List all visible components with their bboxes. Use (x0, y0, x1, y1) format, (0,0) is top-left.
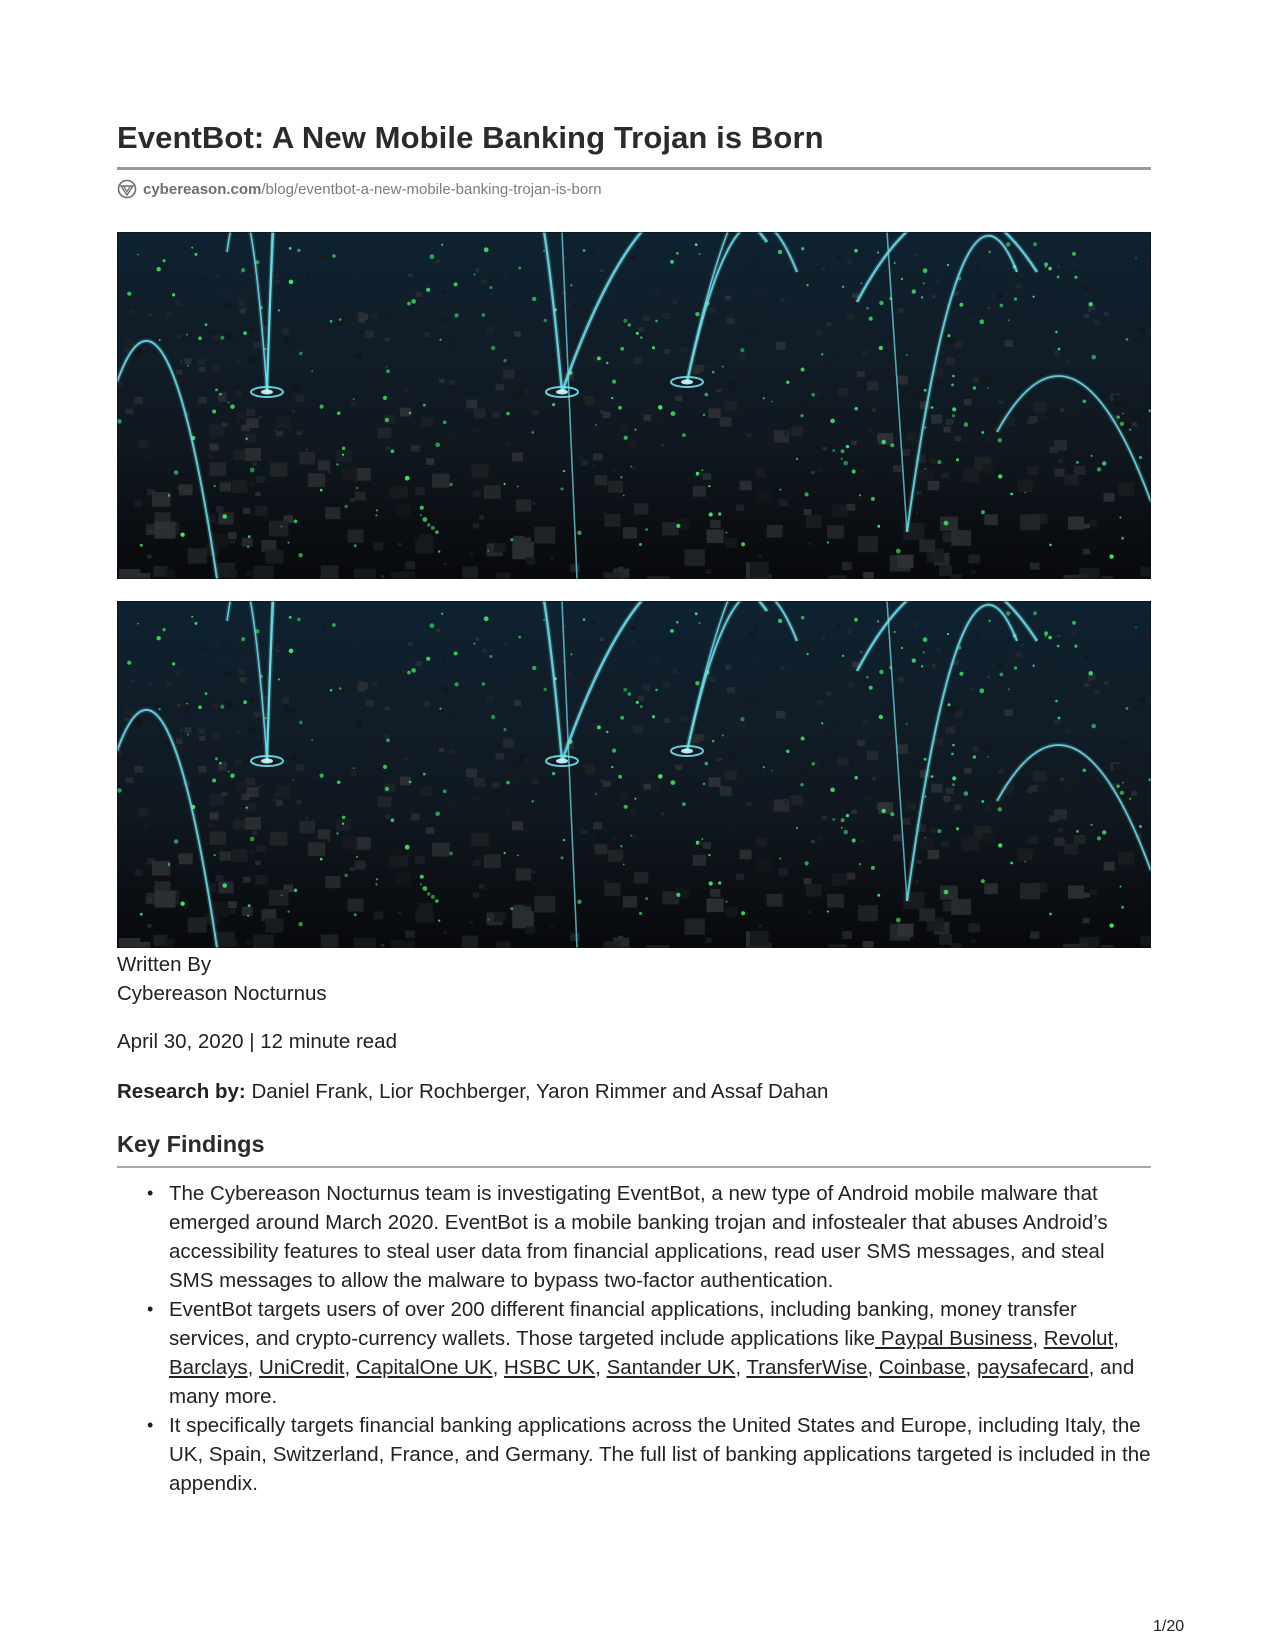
source-path: /blog/eventbot-a-new-mobile-banking-trojan-is-born (261, 180, 602, 198)
link-revolut[interactable]: Revolut (1043, 1327, 1114, 1350)
cybereason-logo-icon (117, 179, 137, 199)
key-findings-list (117, 1179, 1151, 1498)
hero-image-repeat (117, 601, 1151, 948)
link-santander-uk[interactable]: Santander UK (606, 1356, 736, 1379)
link-paysafecard[interactable]: paysafecard (976, 1356, 1089, 1379)
hero-image (117, 232, 1151, 579)
link-hsbc-uk[interactable]: HSBC UK (504, 1356, 596, 1379)
page-number: 1/20 (1153, 1618, 1185, 1635)
written-by-label: Written By (117, 953, 212, 976)
source-domain: cybereason.com (143, 180, 262, 198)
research-credits (117, 1080, 828, 1104)
digital-city-network-image (117, 601, 1151, 948)
key-findings-heading: Key Findings (117, 1131, 265, 1157)
list-item: • The Cybereason Nocturnus team is investigating EventBot, a new type of Android mobile malware that emerged around March 2020. EventBot is a mobile banking trojan and infostealer that abuses Android’s accessibility features to steal user data from financial applications, read user SMS messages, and steal SMS messages to allow the malware to bypass two-factor authentication. (169, 1179, 1151, 1295)
link-coinbase[interactable]: Coinbase (878, 1356, 966, 1379)
link-barclays[interactable]: Barclays (169, 1356, 248, 1379)
researcher-names: Daniel Frank, Lior Rochberger, Yaron Rimmer and Assaf Dahan (245, 1080, 829, 1103)
list-item: • It specifically targets financial banking applications across the United States and Europe, including Italy, the UK, Spain, Switzerland, France, and Germany. The full list of banking applications targeted is included in the appendix. (169, 1411, 1151, 1498)
byline (117, 950, 327, 1008)
research-label: Research by: (117, 1080, 246, 1103)
source-url[interactable] (117, 179, 602, 199)
author-name: Cybereason Nocturnus (117, 982, 327, 1005)
section-divider (117, 1166, 1151, 1168)
page-title: EventBot: A New Mobile Banking Trojan is Born (117, 120, 824, 155)
finding-text-end: and many more. (169, 1356, 1135, 1408)
link-paypal-business[interactable]: Paypal Business (875, 1327, 1033, 1350)
list-item: • EventBot targets users of over 200 different financial applications, including banking, money transfer services, and crypto-currency wallets. Those targeted include applications like Paypal Business, Revolut, Barclays, UniCredit, CapitalOne UK, HSBC UK, Santander UK, TransferWise, Coinbase, paysafecard, and many more. (169, 1295, 1151, 1411)
link-transferwise[interactable]: TransferWise (746, 1356, 868, 1379)
link-unicredit[interactable]: UniCredit (259, 1356, 345, 1379)
title-divider (117, 167, 1151, 170)
digital-city-network-image (117, 232, 1151, 579)
publish-date: April 30, 2020 | 12 minute read (117, 1030, 397, 1053)
finding-text: EventBot targets users of over 200 different financial applications, including banking, money transfer services, and crypto-currency wallets. Those targeted include applications like (169, 1298, 1077, 1350)
link-capitalone-uk[interactable]: CapitalOne UK (355, 1356, 493, 1379)
